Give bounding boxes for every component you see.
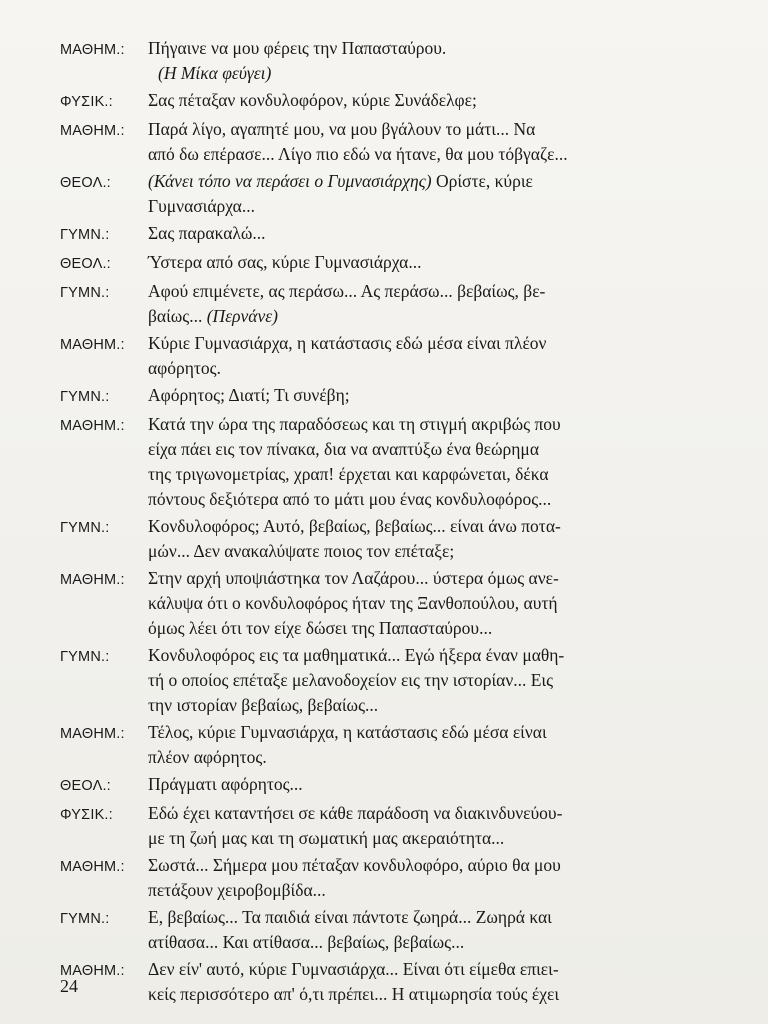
speaker-label: ΘΕΟΛ.: (60, 778, 111, 794)
dialogue-entry (60, 643, 700, 718)
stage-direction: (Περνάνε) (206, 306, 278, 326)
speech-line: Στην αρχή υποψιάστηκα τον Λαζάρου... ύστερα όμως ανε- (148, 568, 559, 588)
page-number: 24 (60, 976, 78, 996)
dialogue-entry (60, 566, 700, 641)
dialogue-entry (60, 720, 700, 770)
speech-text (148, 514, 700, 564)
speech-line: Πήγαινε να μου φέρεις την Παπασταύρου. (148, 38, 447, 58)
speaker-label: ΓΥΜΝ.: (60, 520, 110, 536)
speech-line: πόντους δεξιότερα από το μάτι μου ένας κονδυλοφόρος... (148, 489, 552, 509)
speech-line: ατίθασα... Και ατίθασα... βεβαίως, βεβαίως... (148, 932, 465, 952)
speech-line: όμως λέει ότι τον είχε δώσει της Παπασταύρου... (148, 618, 493, 638)
speaker-label: ΓΥΜΝ.: (60, 285, 110, 301)
speaker-label: ΜΑΘΗΜ.: (60, 123, 125, 139)
dialogue-entry (60, 412, 700, 512)
speech-text (148, 221, 700, 246)
speaker-label: ΜΑΘΗΜ.: (60, 859, 125, 875)
speech-text (148, 383, 700, 408)
speaker-label: ΦΥΣΙΚ.: (60, 807, 113, 823)
speech-line: με τη ζωή μας και τη σωματική μας ακεραιότητα... (148, 828, 505, 848)
dialogue-entry (60, 331, 700, 381)
play-dialogue (60, 36, 700, 1009)
speech-line (148, 169, 700, 194)
speech-line: Δεν είν' αυτό, κύριε Γυμνασιάρχα... Είναι ότι είμεθα επιει- (148, 959, 559, 979)
speaker-label: ΓΥΜΝ.: (60, 389, 110, 405)
dialogue-entry (60, 250, 700, 277)
speech-text (148, 250, 700, 275)
speaker-label: ΓΥΜΝ.: (60, 911, 110, 927)
dialogue-entry (60, 801, 700, 851)
speech-line: αφόρητος. (148, 358, 221, 378)
speech-line: Σας παρακαλώ... (148, 223, 266, 243)
speech-line: Αφού επιμένετε, ας περάσω... Ας περάσω... βεβαίως, βε- (148, 281, 546, 301)
dialogue-entry (60, 957, 700, 1007)
speech-line: Ύστερα από σας, κύριε Γυμνασιάρχα... (148, 252, 422, 272)
speech-line: Παρά λίγο, αγαπητέ μου, να μου βγάλουν το μάτι... Να (148, 119, 536, 139)
speech-text (148, 36, 700, 86)
speech-text (148, 279, 700, 329)
speech-line: μών... Δεν ανακαλύψατε ποιος τον επέταξε; (148, 541, 455, 561)
speech-line: Ε, βεβαίως... Τα παιδιά είναι πάντοτε ζωηρά... Ζωηρά και (148, 907, 552, 927)
speech-line: Κονδυλοφόρος; Αυτό, βεβαίως, βεβαίως... είναι άνω ποτα- (148, 516, 561, 536)
dialogue-entry (60, 853, 700, 903)
speech-text (148, 88, 700, 113)
speech-line: Τέλος, κύριε Γυμνασιάρχα, η κατάστασις εδώ μέσα είναι (148, 722, 547, 742)
speech-fragment: βαίως... (148, 306, 207, 326)
speaker-label: ΜΑΘΗΜ.: (60, 963, 125, 979)
speech-line: Πράγματι αφόρητος... (148, 774, 303, 794)
speech-text (148, 905, 700, 955)
speech-line: κείς περισσότερο απ' ό,τι πρέπει... Η ατιμωρησία τούς έχει (148, 984, 560, 1004)
speech-text (148, 169, 700, 219)
dialogue-entry (60, 383, 700, 410)
speech-line: από δω επέρασε... Λίγο πιο εδώ να ήτανε, θα μου τόβγαζε... (148, 144, 568, 164)
speech-fragment: Ορίστε, κύριε (431, 171, 533, 191)
stage-direction: (Η Μίκα φεύγει) (158, 63, 272, 83)
speaker-label: ΜΑΘΗΜ.: (60, 572, 125, 588)
dialogue-entry (60, 514, 700, 564)
speaker-label: ΜΑΘΗΜ.: (60, 726, 125, 742)
speech-line: Κύριε Γυμνασιάρχα, η κατάστασις εδώ μέσα είναι πλέον (148, 333, 547, 353)
speech-text (148, 331, 700, 381)
dialogue-entry (60, 772, 700, 799)
dialogue-entry (60, 905, 700, 955)
speech-line: πλέον αφόρητος. (148, 747, 267, 767)
dialogue-entry (60, 36, 700, 86)
speaker-label: ΓΥΜΝ.: (60, 227, 110, 243)
speech-line: Κονδυλοφόρος εις τα μαθηματικά... Εγώ ήξερα έναν μαθη- (148, 645, 565, 665)
speaker-label: ΜΑΘΗΜ.: (60, 418, 125, 434)
speech-text (148, 720, 700, 770)
speech-line: Σας πέταξαν κονδυλοφόρον, κύριε Συνάδελφε; (148, 90, 477, 110)
speech-text (148, 412, 700, 512)
speech-line: Αφόρητος; Διατί; Τι συνέβη; (148, 385, 350, 405)
speech-text (148, 117, 700, 167)
speech-line (148, 304, 700, 329)
speech-text (148, 957, 700, 1007)
speaker-label: ΦΥΣΙΚ.: (60, 94, 113, 110)
speech-line: είχα πάει εις τον πίνακα, δια να αναπτύξω ένα θεώρημα (148, 439, 539, 459)
speech-line: Γυμνασιάρχα... (148, 196, 255, 216)
speech-line: τή ο οποίος επέταξε μελανοδοχείον εις την ιστορίαν... Εις (148, 670, 554, 690)
speaker-label: ΘΕΟΛ.: (60, 175, 111, 191)
speech-text (148, 801, 700, 851)
dialogue-entry (60, 279, 700, 329)
speaker-label: ΜΑΘΗΜ.: (60, 42, 125, 58)
speech-text (148, 772, 700, 797)
speech-line: της τριγωνομετρίας, χραπ! έρχεται και καρφώνεται, δέκα (148, 464, 549, 484)
speaker-label: ΘΕΟΛ.: (60, 256, 111, 272)
dialogue-entry (60, 169, 700, 219)
speech-line: Κατά την ώρα της παραδόσεως και τη στιγμή ακριβώς που (148, 414, 561, 434)
dialogue-entry (60, 117, 700, 167)
speech-text (148, 643, 700, 718)
speech-line: κάλυψα ότι ο κονδυλοφόρος ήταν της Ξανθοπούλου, αυτή (148, 593, 558, 613)
speech-line: πετάξουν χειροβομβίδα... (148, 880, 326, 900)
speech-line: Σωστά... Σήμερα μου πέταξαν κονδυλοφόρο, αύριο θα μου (148, 855, 561, 875)
speech-line: την ιστορίαν βεβαίως, βεβαίως... (148, 695, 379, 715)
dialogue-entry (60, 221, 700, 248)
speech-text (148, 566, 700, 641)
stage-direction: (Κάνει τόπο να περάσει ο Γυμνασιάρχης) (148, 171, 432, 191)
speech-line: Εδώ έχει καταντήσει σε κάθε παράδοση να διακινδυνεύου- (148, 803, 563, 823)
dialogue-entry (60, 88, 700, 115)
speaker-label: ΓΥΜΝ.: (60, 649, 110, 665)
speech-text (148, 853, 700, 903)
speaker-label: ΜΑΘΗΜ.: (60, 337, 125, 353)
